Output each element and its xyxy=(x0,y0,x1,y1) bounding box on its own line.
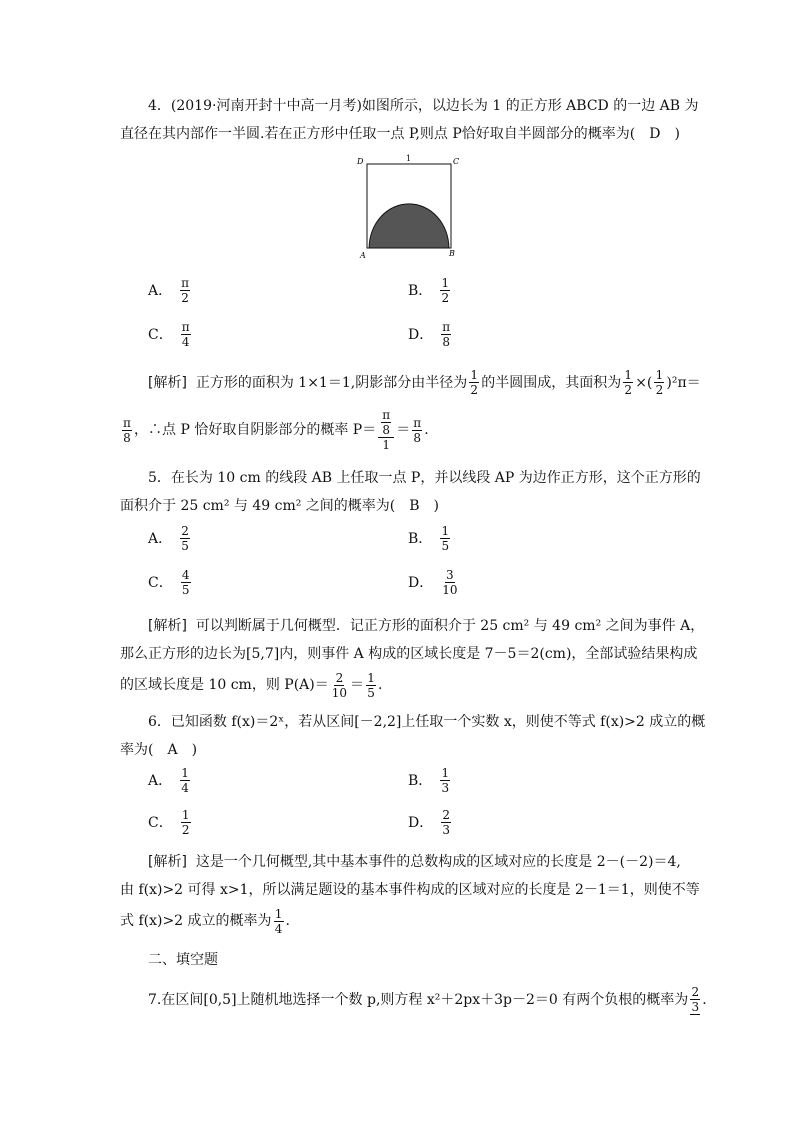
half-circle-shaded xyxy=(369,204,449,248)
q5-line1: 5．在长为 10 cm 的线段 AB 上任取一点 P，并以线段 AP 为边作正方形，这个正方形的 xyxy=(148,470,701,486)
q6-option-b: B． $\frac{1}{3}$ xyxy=(408,766,450,795)
q4-analysis-line2: $\frac{\pi}{8}$ ，∴点 P 恰好取自阴影部分的概率 P＝ $\frac{\frac{\pi}{8}}{1}$ ＝ $\frac{\pi}{8}$ . xyxy=(123,408,429,452)
label-top: 1 xyxy=(406,154,412,163)
q4-line2: 直径在其内部作一半圆.若在正方形中任取一点 P,则点 P恰好取自半圆部分的概率为( D ) xyxy=(120,126,680,142)
q6-analysis-line1: [解析] 这是一个几何概型,其中基本事件的总数构成的区域对应的长度是 2－(－2)＝4, xyxy=(148,854,681,870)
q6-line1: 6．已知函数 f(x)＝2ˣ，若从区间[－2,2]上任取一个实数 x，则使不等式 f(x)>2 成立的概 xyxy=(148,714,706,730)
label-B: B xyxy=(449,249,455,258)
label-D: D xyxy=(357,157,364,166)
q5-line2: 面积介于 25 cm² 与 49 cm² 之间的概率为( B ) xyxy=(120,498,439,514)
q7-line: 7.在区间[0,5]上随机地选择一个数 p,则方程 x²＋2px＋3p－2＝0 有两个负根的概率为 $\frac{2}{3}$ . xyxy=(148,985,707,1014)
q5-analysis-line3: 的区域长度是 10 cm，则 P(A)＝ $\frac{2}{10}$ ＝ $\frac{1}{5}$ . xyxy=(120,670,383,700)
label-C: C xyxy=(453,157,460,166)
q4-analysis-line1: [解析] 正方形的面积为 1×1＝1,阴影部分由半径为 $\frac{1}{2}$ 的半圆围成，其面积为 $\frac{1}{2}$ ×( $\frac{1}{2}$ )²π＝ xyxy=(148,368,701,397)
label-A: A xyxy=(360,251,366,260)
q4-line1: 4．(2019·河南开封十中高一月考)如图所示，以边长为 1 的正方形 ABCD 的一边 AB 为 xyxy=(148,98,699,114)
q4-option-c: C． $\frac{\pi}{4}$ xyxy=(148,320,190,349)
q5-option-d: D． $\frac{3}{10}$ xyxy=(408,568,458,597)
q4-figure xyxy=(355,152,465,262)
q4-option-d: D． $\frac{\pi}{8}$ xyxy=(408,320,451,349)
q6-option-a: A． $\frac{1}{4}$ xyxy=(148,766,189,795)
q6-option-c: C． $\frac{1}{2}$ xyxy=(148,808,190,837)
section-title-fill-in: 二、填空题 xyxy=(148,952,218,968)
q6-analysis-line2: 由 f(x)>2 可得 x>1，所以满足题设的基本事件构成的区域对应的长度是 2－1＝1，则使不等 xyxy=(120,882,700,898)
q5-option-a: A． $\frac{2}{5}$ xyxy=(148,524,189,553)
q6-option-d: D． $\frac{2}{3}$ xyxy=(408,808,451,837)
q4-option-b: B． $\frac{1}{2}$ xyxy=(408,276,450,305)
q5-option-b: B． $\frac{1}{5}$ xyxy=(408,524,450,553)
q5-analysis-line1: [解析] 可以判断属于几何概型．记正方形的面积介于 25 cm² 与 49 cm² 之间为事件 A， xyxy=(148,618,705,634)
q4-option-a: A． $\frac{\pi}{2}$ xyxy=(148,276,190,305)
q6-line2: 率为( A ) xyxy=(120,742,198,758)
q5-option-c: C． $\frac{4}{5}$ xyxy=(148,568,190,597)
q5-analysis-line2: 那么正方形的边长为[5,7]内，则事件 A 构成的区域长度是 7－5＝2(cm)，全部试验结果构成 xyxy=(120,646,698,662)
q6-analysis-line3: 式 f(x)>2 成立的概率为 $\frac{1}{4}$ . xyxy=(120,906,290,936)
